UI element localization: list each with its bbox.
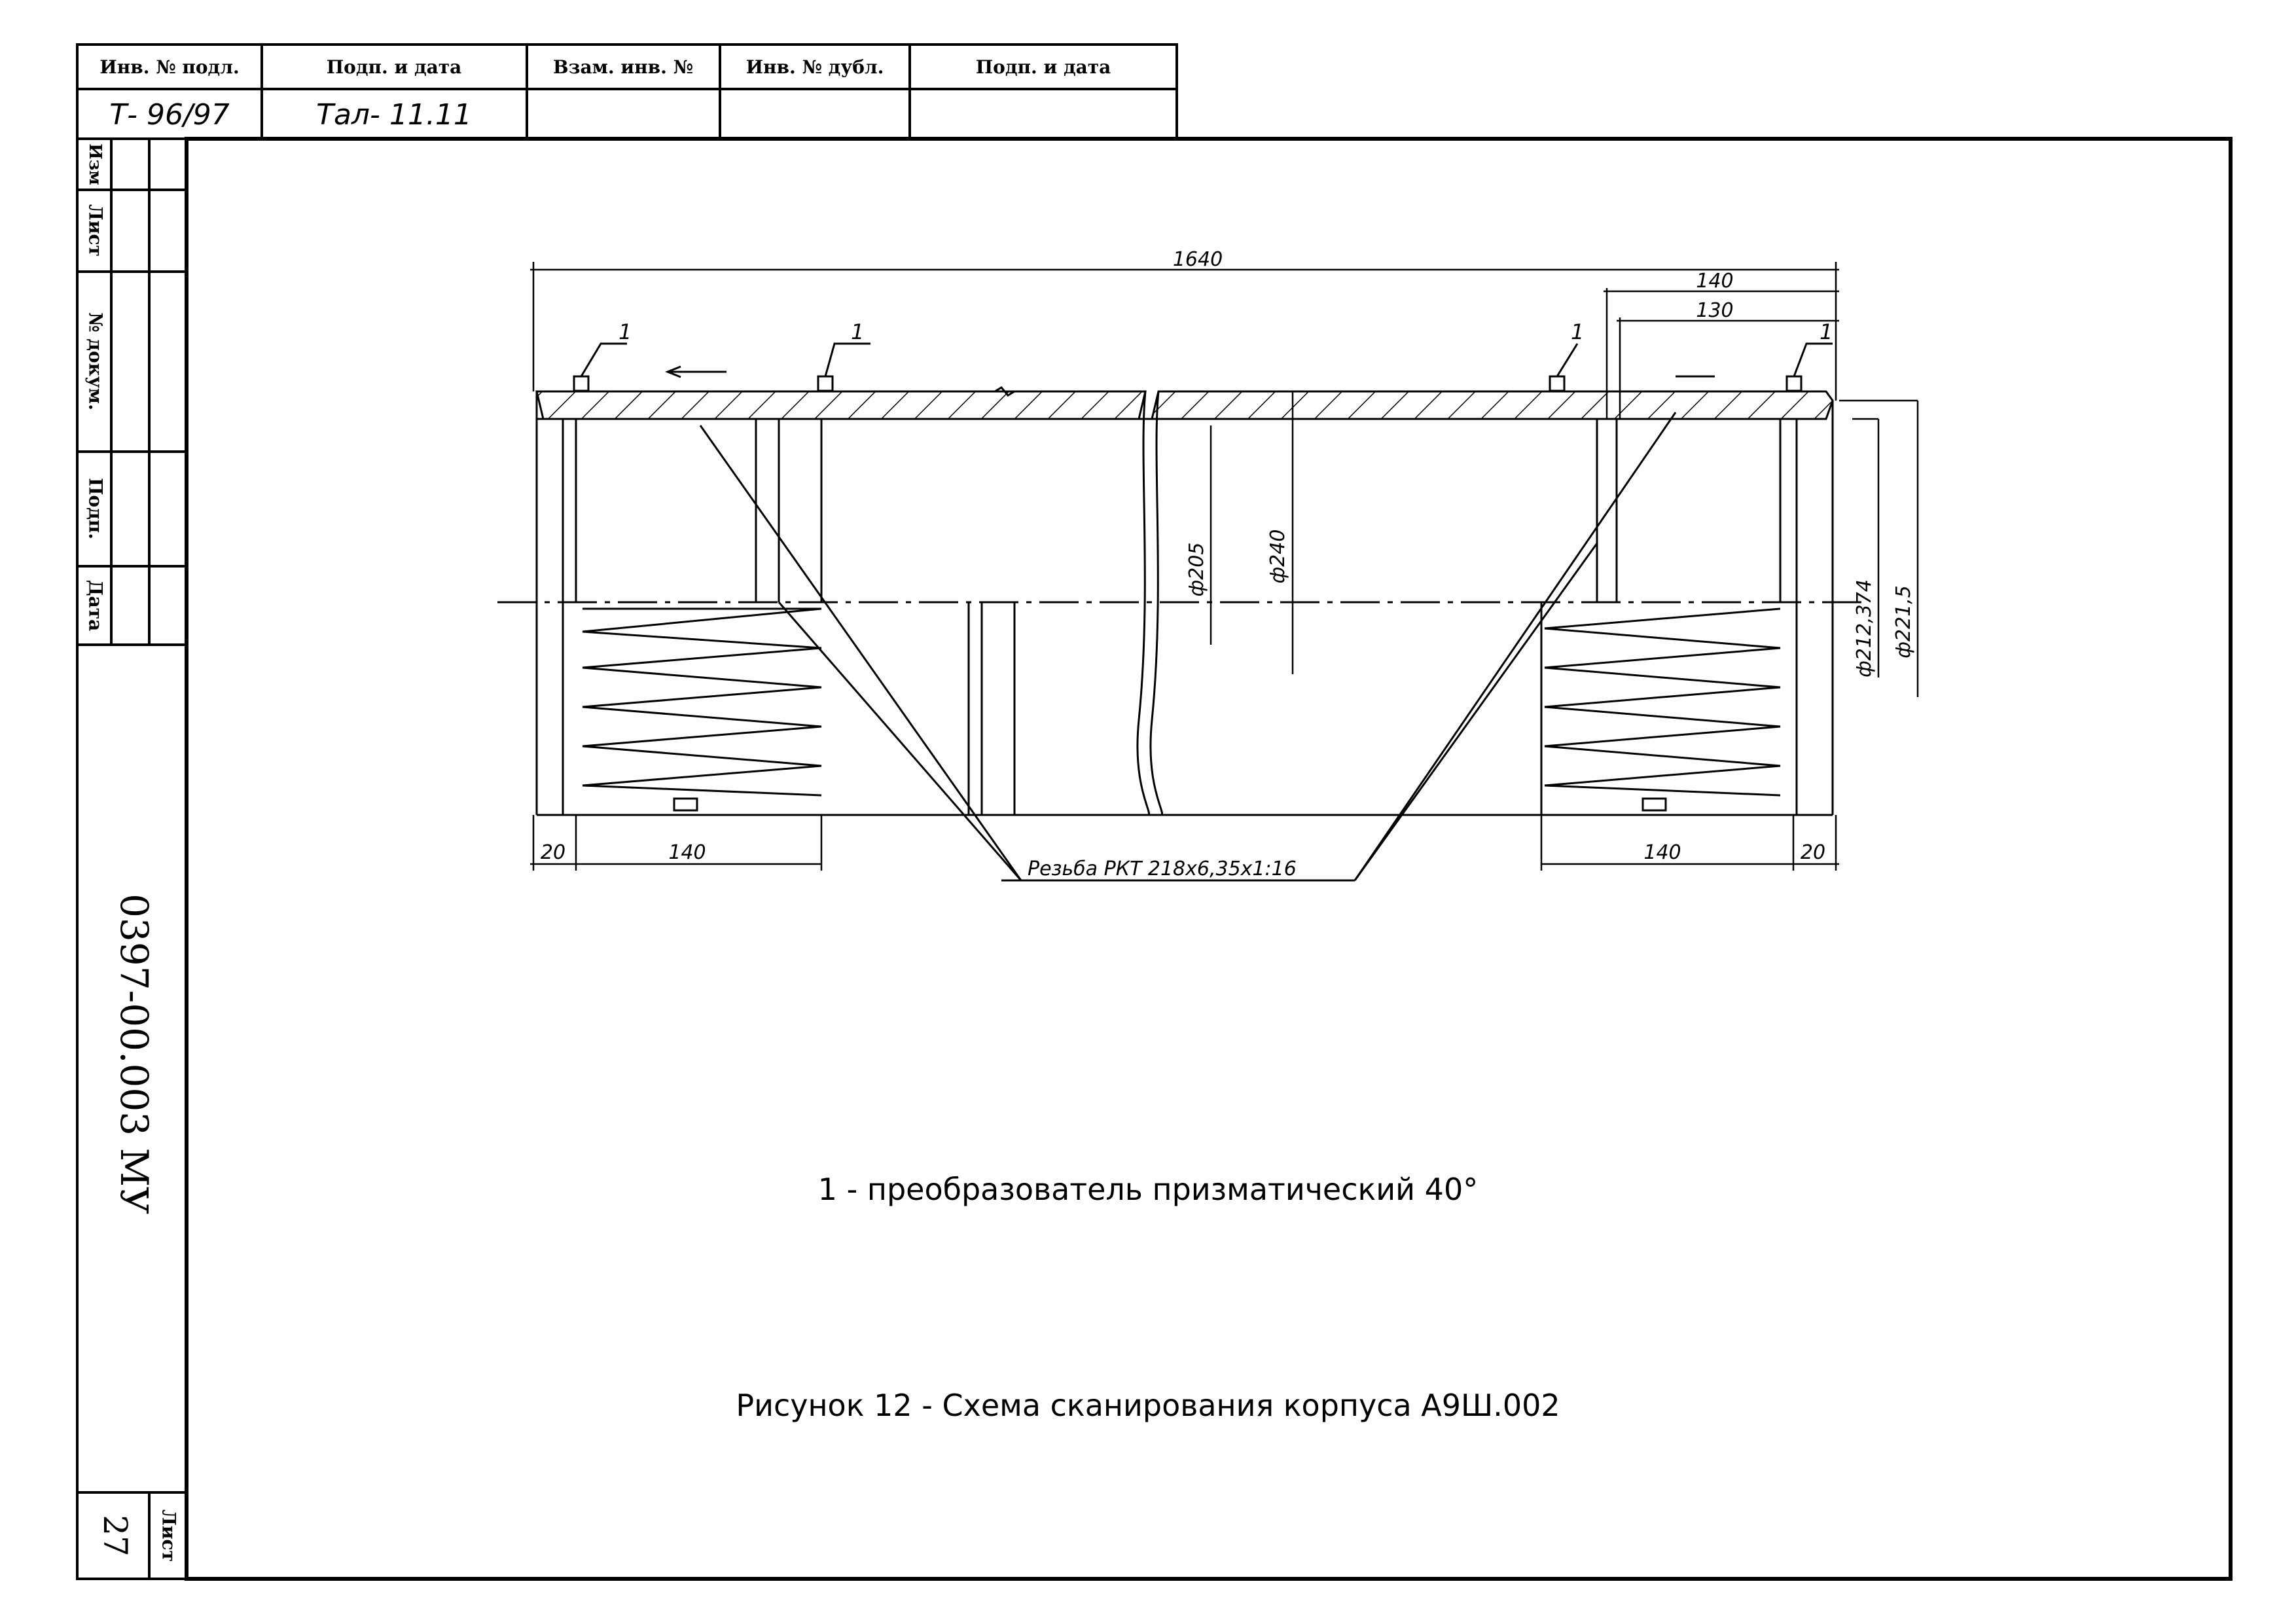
- side-label-podp: Подп.: [84, 477, 107, 540]
- side-label-list: Лист: [84, 204, 107, 257]
- dim-dia-221: ф221,5: [1892, 585, 1915, 659]
- marker-label-4: 1: [1820, 319, 1833, 344]
- transducer-marker-labels: [619, 319, 1833, 344]
- dimension-lines: [530, 262, 1918, 871]
- stamp-header-vzam-inv: Взам. инв. №: [552, 56, 694, 78]
- side-label-data: Дата: [84, 579, 107, 632]
- dim-bottom-right-20: 20: [1800, 841, 1826, 864]
- thread-left: [583, 609, 821, 795]
- thread-label: Резьба РКТ 218х6,35х1:16: [1028, 857, 1297, 880]
- stamp-value-inv-podl: Т- 96/97: [109, 98, 230, 132]
- marker-label-1: 1: [619, 319, 632, 344]
- stamp-header-inv-podl: Инв. № подл.: [99, 56, 240, 78]
- stamp-values: [109, 98, 472, 132]
- thread-right: [1545, 609, 1780, 795]
- pipe-wall-hatch-right: [1152, 391, 1833, 419]
- transducer-markers: [574, 344, 1833, 391]
- dimension-labels: [541, 248, 1915, 880]
- stamp-header-podp-data-2: Подп. и дата: [975, 56, 1111, 78]
- side-label-izm: Изм: [85, 143, 105, 185]
- scan-beam-right: [1355, 412, 1676, 880]
- stamp-header-podp-data: Подп. и дата: [326, 56, 462, 78]
- dim-left-20: 20: [540, 841, 566, 864]
- sheet-label: Лист: [158, 1509, 180, 1562]
- dim-left-140: 140: [668, 841, 706, 864]
- marker-label-2: 1: [851, 319, 865, 344]
- dim-dia-212: ф212,374: [1853, 579, 1876, 677]
- side-label-n-dokum: № докум.: [84, 312, 107, 410]
- dim-right-140: 140: [1696, 270, 1734, 293]
- dim-bottom-right-140: 140: [1643, 841, 1681, 864]
- sheet-number: 27: [96, 1515, 134, 1557]
- pipe-wall-hatch: [537, 391, 1145, 419]
- side-column-labels: [85, 143, 107, 631]
- dim-dia-205: ф205: [1185, 542, 1208, 597]
- pipe-body: [497, 388, 1865, 880]
- stamp-headers: [99, 56, 1111, 78]
- stamp-header-inv-dubl: Инв. № дубл.: [745, 56, 884, 78]
- stamp-value-podp-data: Тал- 11.11: [316, 98, 472, 132]
- dim-overall-length: 1640: [1172, 248, 1223, 271]
- legend-text: 1 - преобразователь призматический 40°: [817, 1172, 1479, 1207]
- marker-label-3: 1: [1571, 319, 1585, 344]
- dim-dia-240: ф240: [1266, 529, 1289, 584]
- dim-right-130: 130: [1696, 299, 1734, 322]
- figure-caption: Рисунок 12 - Схема сканирования корпуса А9Ш.002: [736, 1388, 1560, 1423]
- document-code: 0397-00.003 МУ: [111, 893, 156, 1214]
- scan-beam-left: [700, 425, 1021, 880]
